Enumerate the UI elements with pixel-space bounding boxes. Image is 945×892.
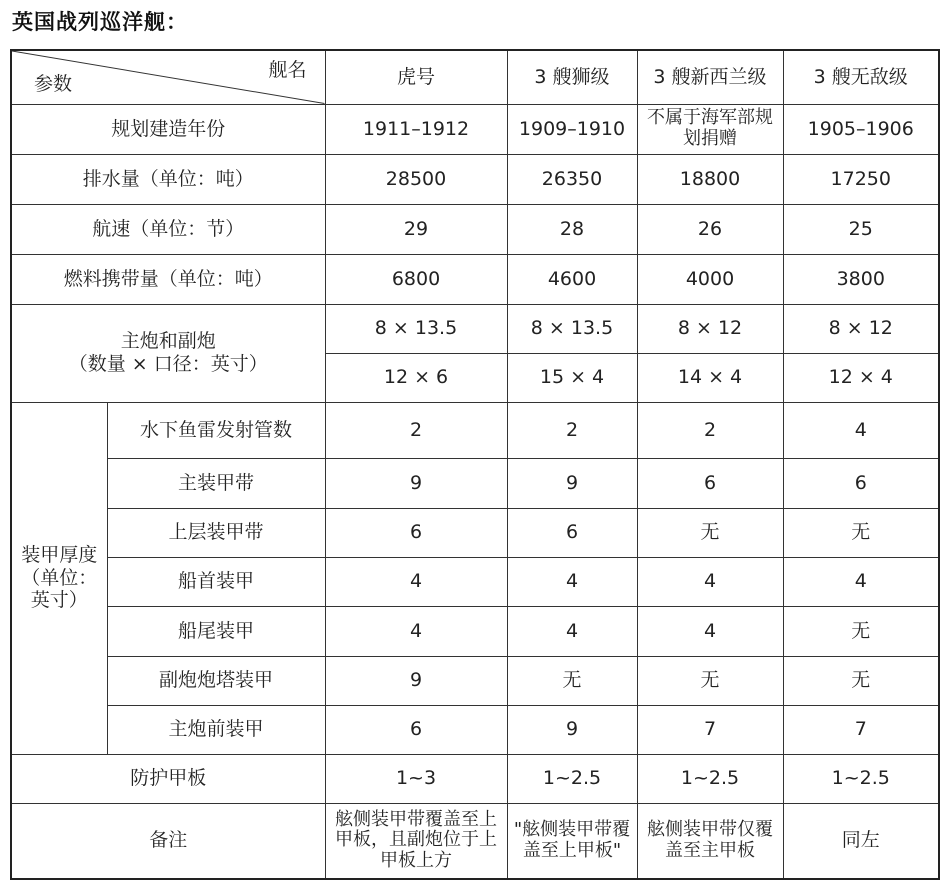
table-row	[11, 656, 939, 705]
row-label: 航速（单位：节）	[11, 204, 325, 254]
table-cell: 7	[637, 705, 783, 754]
table-row	[11, 458, 939, 508]
table-cell: 舷侧装甲带覆盖至上甲板，且副炮位于上甲板上方	[325, 803, 507, 879]
table-row	[11, 508, 939, 557]
table-cell: 2	[507, 402, 637, 458]
table-cell: 1~2.5	[783, 754, 939, 803]
column-header-ship: 3 艘无敌级	[783, 50, 939, 104]
row-label: 副炮炮塔装甲	[107, 656, 325, 705]
guns-label: 主炮和副炮	[120, 330, 216, 353]
table-row	[11, 606, 939, 656]
table-cell: 14 × 4	[637, 353, 783, 402]
table-cell: 4	[783, 557, 939, 606]
row-label: 水下鱼雷发射管数	[107, 402, 325, 458]
table-cell: 1~2.5	[637, 754, 783, 803]
column-header-ship: 3 艘狮级	[507, 50, 637, 104]
table-cell: 8 × 12	[637, 304, 783, 353]
guns-sublabel: （数量 × 口径：英寸）	[68, 353, 268, 375]
table-cell: 同左	[783, 803, 939, 879]
table-cell: 4600	[507, 254, 637, 304]
row-label: 燃料携带量（单位：吨）	[11, 254, 325, 304]
table-cell: 15 × 4	[507, 353, 637, 402]
table-cell: 舷侧装甲带仅覆盖至主甲板	[637, 803, 783, 879]
table-cell: 12 × 6	[325, 353, 507, 402]
table-row	[11, 254, 939, 304]
table-cell: 7	[783, 705, 939, 754]
table-cell: 4	[637, 606, 783, 656]
table-header-row	[11, 50, 939, 104]
table-cell: 4	[507, 557, 637, 606]
table-cell: 3800	[783, 254, 939, 304]
table-cell: 6	[325, 705, 507, 754]
table-cell: 1~2.5	[507, 754, 637, 803]
table-cell: 无	[637, 656, 783, 705]
table-cell: 1909–1910	[507, 104, 637, 154]
table-cell: 1905–1906	[783, 104, 939, 154]
table-cell: 28	[507, 204, 637, 254]
table-cell: 6	[325, 508, 507, 557]
table-row	[11, 402, 939, 458]
table-row	[11, 754, 939, 803]
table-row	[11, 304, 939, 353]
table-cell: 4	[507, 606, 637, 656]
row-label	[11, 304, 325, 402]
table-cell: 8 × 13.5	[325, 304, 507, 353]
page-title: 英国战列巡洋舰：	[12, 10, 188, 34]
table-cell: 17250	[783, 154, 939, 204]
table-cell: 4	[325, 606, 507, 656]
table-cell: 25	[783, 204, 939, 254]
table-cell: 29	[325, 204, 507, 254]
row-label: 备注	[11, 803, 325, 879]
table-cell: 4000	[637, 254, 783, 304]
row-label: 主炮前装甲	[107, 705, 325, 754]
table-cell: 18800	[637, 154, 783, 204]
armor-group-label: 装甲厚度（单位：英寸）	[11, 402, 107, 754]
column-header-ship: 虎号	[325, 50, 507, 104]
battlecruiser-table	[10, 49, 940, 880]
table-cell: 6800	[325, 254, 507, 304]
table-cell: 4	[783, 402, 939, 458]
table-row	[11, 204, 939, 254]
table-cell: 12 × 4	[783, 353, 939, 402]
row-label: 主装甲带	[107, 458, 325, 508]
table-cell: 2	[637, 402, 783, 458]
table-cell: 无	[507, 656, 637, 705]
table-cell: 8 × 12	[783, 304, 939, 353]
row-label: 上层装甲带	[107, 508, 325, 557]
row-label: 规划建造年份	[11, 104, 325, 154]
table-cell: 不属于海军部规划捐赠	[637, 104, 783, 154]
table-cell: 6	[507, 508, 637, 557]
table-cell: 28500	[325, 154, 507, 204]
table-cell: 4	[637, 557, 783, 606]
parameter-header: 参数	[34, 72, 73, 95]
table-row	[11, 803, 939, 879]
table-cell: "舷侧装甲带覆盖至上甲板"	[507, 803, 637, 879]
table-cell: 9	[325, 656, 507, 705]
row-label: 船首装甲	[107, 557, 325, 606]
row-label: 防护甲板	[11, 754, 325, 803]
table-row	[11, 104, 939, 154]
table-cell: 4	[325, 557, 507, 606]
table-cell: 1~3	[325, 754, 507, 803]
table-cell: 2	[325, 402, 507, 458]
diagonal-header-cell	[11, 50, 325, 104]
table-row	[11, 705, 939, 754]
table-cell: 8 × 13.5	[507, 304, 637, 353]
table-cell: 无	[783, 508, 939, 557]
table-cell: 26	[637, 204, 783, 254]
table-cell: 6	[783, 458, 939, 508]
row-label: 排水量（单位：吨）	[11, 154, 325, 204]
table-cell: 9	[325, 458, 507, 508]
column-header-ship: 3 艘新西兰级	[637, 50, 783, 104]
table-row	[11, 557, 939, 606]
ship-name-header: 舰名	[268, 59, 307, 81]
table-row	[11, 154, 939, 204]
table-cell: 无	[637, 508, 783, 557]
table-cell: 1911–1912	[325, 104, 507, 154]
table-cell: 9	[507, 458, 637, 508]
table-cell: 无	[783, 656, 939, 705]
table-cell: 无	[783, 606, 939, 656]
row-label: 船尾装甲	[107, 606, 325, 656]
table-cell: 6	[637, 458, 783, 508]
table-cell: 9	[507, 705, 637, 754]
table-cell: 26350	[507, 154, 637, 204]
